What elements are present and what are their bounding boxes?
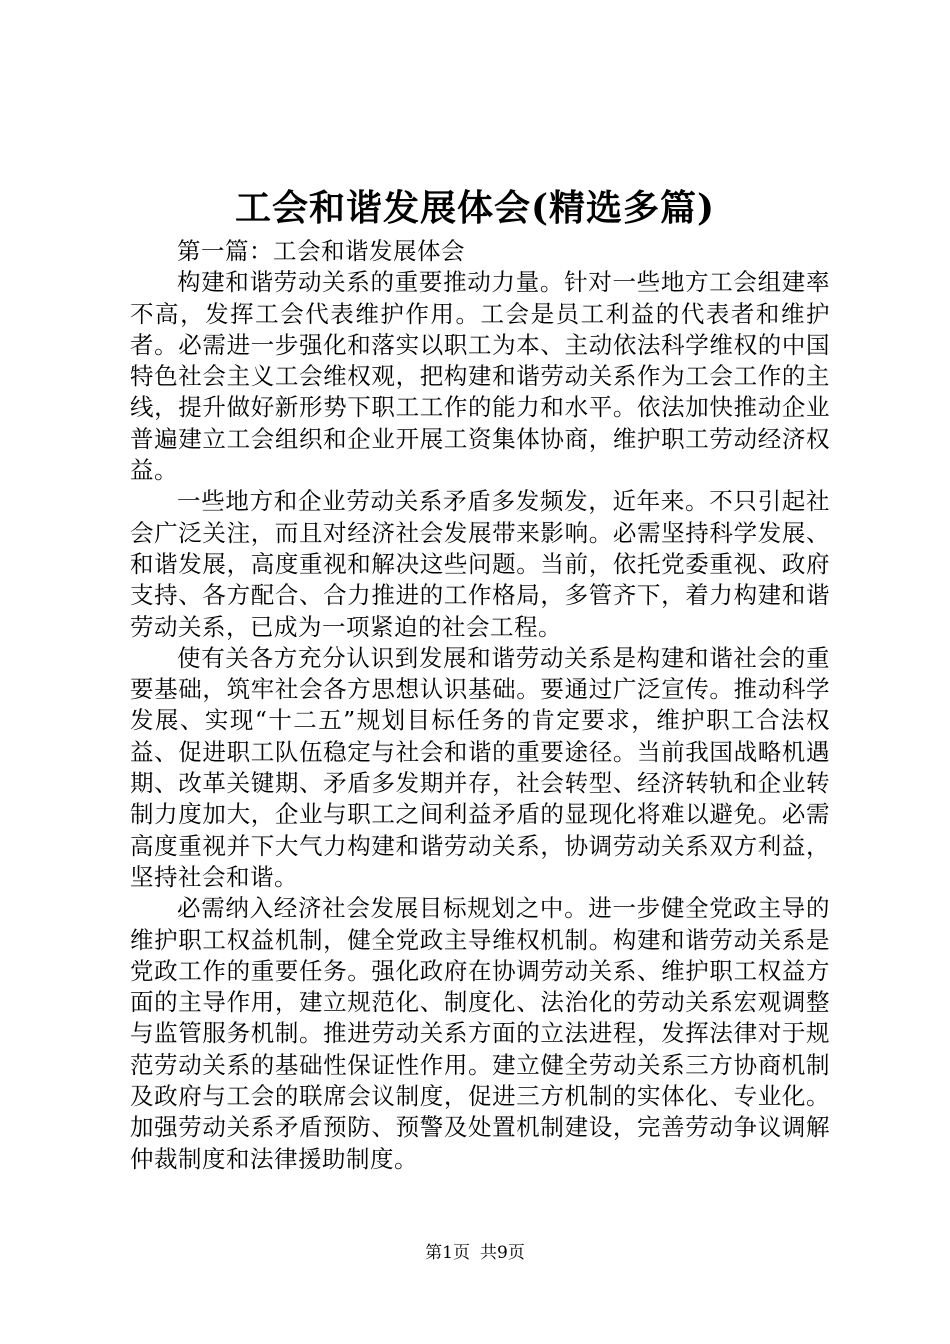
paragraph: 必需纳入经济社会发展目标规划之中。进一步健全党政主导的维护职工权益机制，健全党政主导维权机制。构建和谐劳动关系是党政工作的重要任务。强化政府在协调劳动关系、维护职工权益方面的主导作用，建立规范化、制度化、法治化的劳动关系宏观调整与监管服务机制。推进劳动关系方面的立法进程，发挥法律对于规范劳动关系的基础性保证性作用。建立健全劳动关系三方协商机制及政府与工会的联席会议制度，促进三方机制的实体化、专业化。加强劳动关系矛盾预防、预警及处置机制建设，完善劳动争议调解仲裁制度和法律援助制度。 <box>130 894 830 1173</box>
page-total: 共9页 <box>480 1243 525 1263</box>
section-heading: 第一篇：工会和谐发展体会 <box>177 237 465 265</box>
page-number: 第1页 <box>425 1243 470 1263</box>
paragraph: 构建和谐劳动关系的重要推动力量。针对一些地方工会组建率不高，发挥工会代表维护作用。工会是员工利益的代表者和维护者。必需进一步强化和落实以职工为本、主动依法科学维权的中国特色社会主义工会维权观，把构建和谐劳动关系作为工会工作的主线，提升做好新形势下职工工作的能力和水平。依法加快推动企业普遍建立工会组织和企业开展工资集体协商，维护职工劳动经济权益。 <box>130 268 830 485</box>
paragraph: 一些地方和企业劳动关系矛盾多发频发，近年来。不只引起社会广泛关注，而且对经济社会发展带来影响。必需坚持科学发展、和谐发展，高度重视和解决这些问题。当前，依托党委重视、政府支持、各方配合、合力推进的工作格局，多管齐下，着力构建和谐劳动关系，已成为一项紧迫的社会工程。 <box>130 487 830 641</box>
paragraph: 使有关各方充分认识到发展和谐劳动关系是构建和谐社会的重要基础，筑牢社会各方思想认识基础。要通过广泛宣传。推动科学发展、实现“十二五”规划目标任务的肯定要求，维护职工合法权益、促进职工队伍稳定与社会和谐的重要途径。当前我国战略机遇期、改革关键期、矛盾多发期并存，社会转型、经济转轨和企业转制力度加大，企业与职工之间利益矛盾的显现化将难以避免。必需高度重视并下大气力构建和谐劳动关系，协调劳动关系双方利益，坚持社会和谐。 <box>130 643 830 891</box>
page-footer <box>0 1241 950 1265</box>
document-body <box>130 236 830 1175</box>
page-title: 工会和谐发展体会(精选多篇) <box>234 187 716 229</box>
